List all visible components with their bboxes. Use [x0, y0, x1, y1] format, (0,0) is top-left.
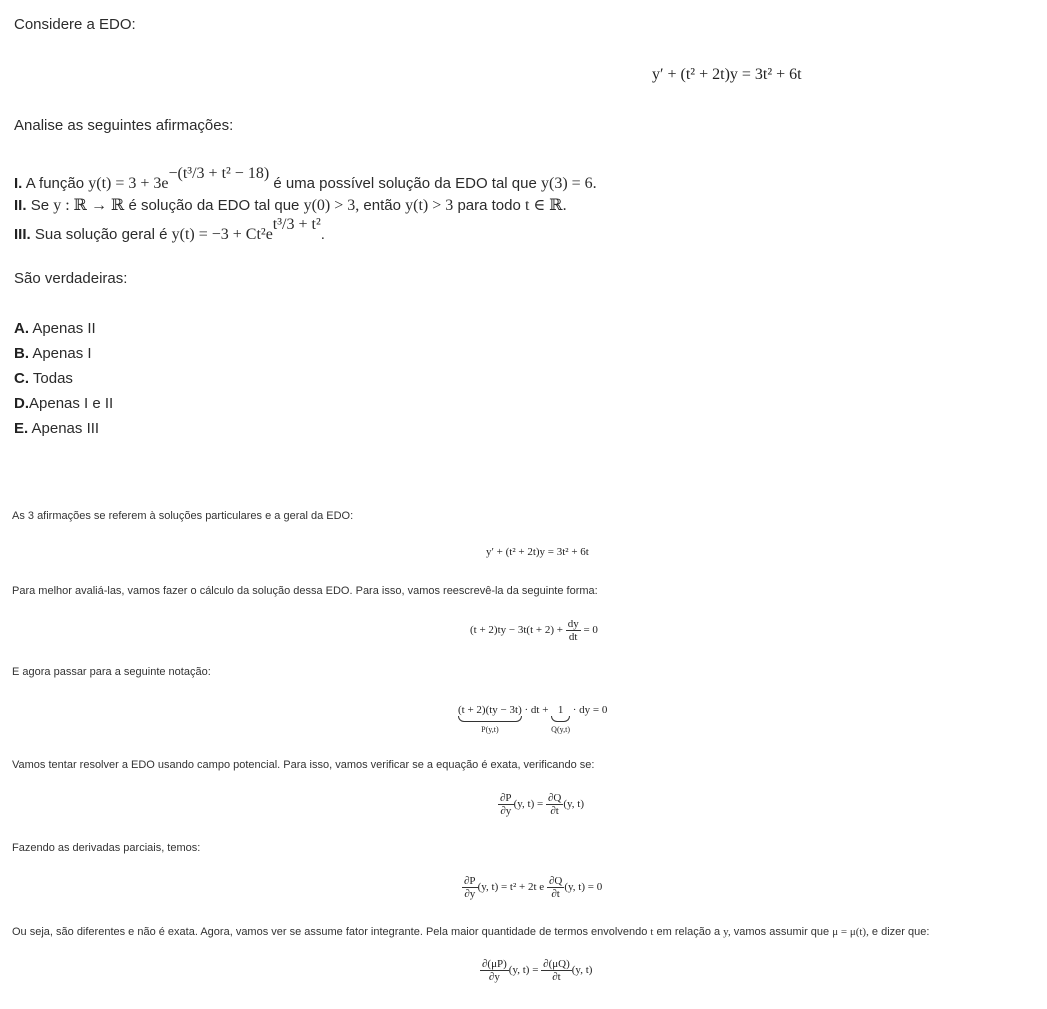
- solution-paragraph-3: E agora passar para a seguinte notação:: [12, 666, 211, 678]
- analyze-heading: Analise as seguintes afirmações:: [14, 117, 234, 134]
- fraction: $\frac{dy}{dt}$: [567, 618, 579, 644]
- solution-paragraph-6: Ou seja, são diferentes e não é exata. Agora, vamos ver se assume fator integrante. Pela maior quantidade de termos envolvendo t em relação a y, vamos assumir que μ = μ(t), e dizer que:: [12, 926, 930, 938]
- statement-label: III.: [14, 226, 31, 243]
- solution-paragraph-5: Fazendo as derivadas parciais, temos:: [12, 842, 201, 854]
- option-letter: A.: [14, 320, 29, 337]
- statement-label: II.: [14, 197, 27, 214]
- math-expression: y(t) = −3 + Ct²e: [171, 226, 273, 243]
- option-text: Apenas I e II: [29, 395, 114, 412]
- statement-i: I. A função $y(t) = 3 + 3e^{-(t^3/3 + t^2 - 18)}$ é uma possível solução da EDO tal que y(3) = 6.: [14, 165, 597, 192]
- ode-equation: y′ + (t² + 2t)y = 3t² + 6t: [652, 66, 802, 83]
- math-expression: y(3) = 6.: [540, 175, 597, 192]
- math-exponent: −(t³/3 + t² − 18): [168, 165, 270, 182]
- question-intro: Considere a EDO:: [14, 16, 136, 33]
- solution-equation-6: $\frac{\partial(\mu P)}{\partial y}$ (y, t) = $\frac{\partial(\mu Q)}{\partial t}$ (y, t): [482, 958, 593, 984]
- math-expression: y(t) > 3: [405, 197, 454, 214]
- solution-paragraph-1: As 3 afirmações se referem à soluções particulares e a geral da EDO:: [12, 510, 354, 522]
- brace-icon: [458, 716, 522, 722]
- fraction: $\frac{\partial(\mu Q)}{\partial t}$: [543, 958, 570, 984]
- solution-equation-5: $\frac{\partial P}{\partial y}$ (y, t) = t² + 2t e $\frac{\partial Q}{\partial t}$ (y, t) = 0: [464, 875, 603, 901]
- option-e[interactable]: [14, 420, 99, 437]
- statement-iii: III. Sua solução geral é $y(t) = -3 + Ct^2e^{t^3/3 + t^2}$.: [14, 216, 325, 243]
- option-letter: B.: [14, 345, 29, 362]
- statement-ii: II. Se y : ℝ → ℝ é solução da EDO tal que y(0) > 3, então y(t) > 3 para todo t ∈ ℝ.: [14, 197, 567, 214]
- fraction: $\frac{\partial P}{\partial y}$: [500, 792, 512, 818]
- solution-paragraph-4: Vamos tentar resolver a EDO usando campo potencial. Para isso, vamos verificar se a equação é exata, verificando se:: [12, 759, 595, 771]
- math-expression: y : ℝ → ℝ: [53, 197, 125, 214]
- fraction: $\frac{\partial Q}{\partial t}$: [547, 792, 562, 818]
- solution-equation-2: (t + 2)ty − 3t(t + 2) + $\frac{dy}{dt}$ = 0: [470, 618, 598, 644]
- option-text: Apenas I: [29, 345, 92, 362]
- solution-paragraph-2: Para melhor avaliá-las, vamos fazer o cálculo da solução dessa EDO. Para isso, vamos reescrevê-la da seguinte forma:: [12, 585, 598, 597]
- fraction: $\frac{\partial P}{\partial y}$: [464, 875, 476, 901]
- math-exponent: t³/3 + t²: [272, 216, 321, 233]
- fraction: $\frac{\partial(\mu P)}{\partial y}$: [482, 958, 507, 984]
- solution-equation-3: (t + 2)(ty − 3t) P(y,t) · dt + 1 Q(y,t) · dy = 0: [458, 704, 608, 734]
- option-letter: C.: [14, 370, 29, 387]
- math-expression: y(0) > 3,: [303, 197, 360, 214]
- brace-icon: [551, 716, 570, 722]
- math-expression: y(t) = 3 + 3e: [88, 175, 169, 192]
- solution-equation-4: $\frac{\partial P}{\partial y}$ (y, t) = $\frac{\partial Q}{\partial t}$ (y, t): [500, 792, 584, 818]
- underbrace-q: 1 Q(y,t): [551, 704, 570, 734]
- option-c[interactable]: [14, 370, 73, 387]
- fraction: $\frac{\partial Q}{\partial t}$: [548, 875, 563, 901]
- prompt-true: São verdadeiras:: [14, 270, 128, 287]
- math-expression: t ∈ ℝ.: [525, 197, 567, 214]
- option-d[interactable]: [14, 395, 113, 412]
- statement-label: I.: [14, 175, 23, 192]
- option-letter: E.: [14, 420, 29, 437]
- solution-equation-1: y′ + (t² + 2t)y = 3t² + 6t: [486, 546, 589, 558]
- option-b[interactable]: [14, 345, 92, 362]
- underbrace-p: (t + 2)(ty − 3t) P(y,t): [458, 704, 522, 734]
- option-letter: D.: [14, 395, 29, 412]
- option-text: Apenas III: [28, 420, 100, 437]
- option-text: Apenas II: [29, 320, 96, 337]
- option-text: Todas: [29, 370, 73, 387]
- option-a[interactable]: [14, 320, 96, 337]
